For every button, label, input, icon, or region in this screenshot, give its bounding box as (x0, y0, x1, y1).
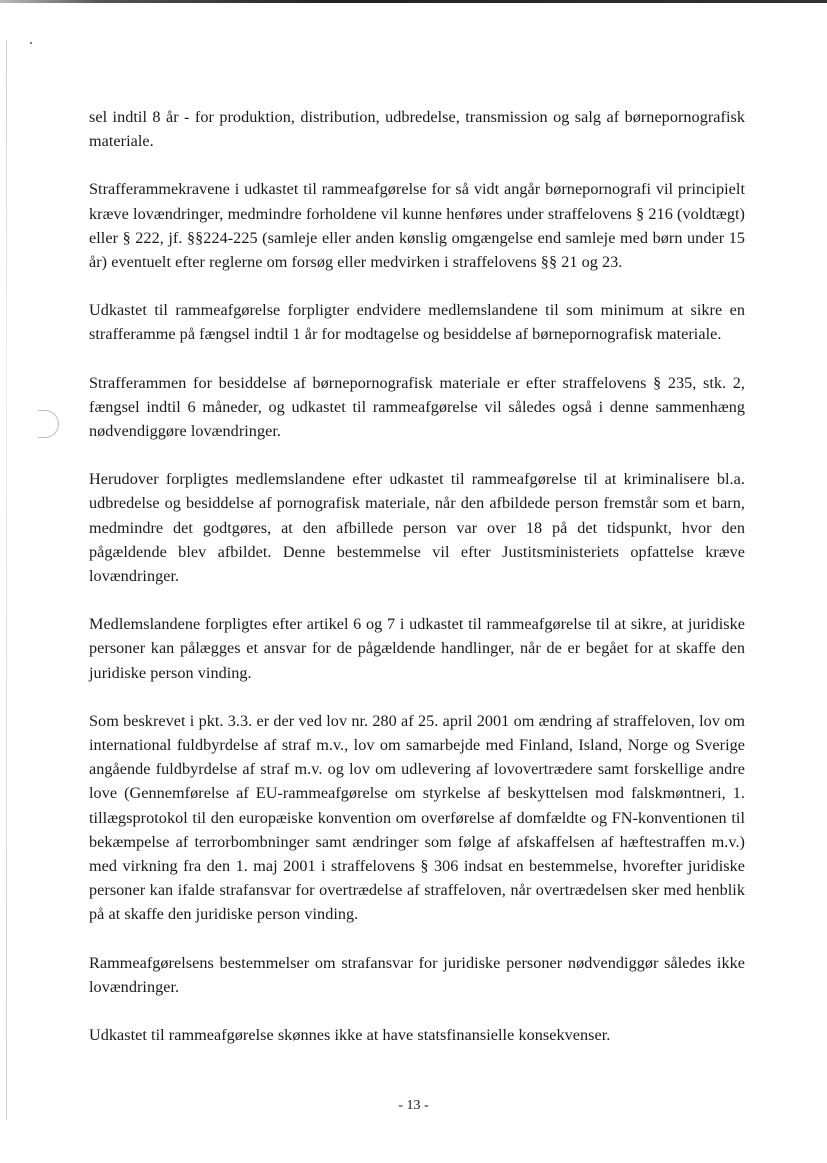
paragraph-1: sel indtil 8 år - for produktion, distribution, udbredelse, transmission og salg af børnepornografisk materiale. (89, 108, 745, 151)
document-body (89, 105, 745, 1071)
scan-left-edge (6, 40, 7, 1120)
paragraph-9: Udkastet til rammeafgørelse skønnes ikke at have statsfinansielle konsekvenser. (89, 1026, 611, 1045)
scan-top-edge (0, 0, 827, 3)
scan-speck (30, 42, 32, 44)
paragraph-6: Medlemslandene forpligtes efter artikel 6 og 7 i udkastet til rammeafgørelse til at sikre, at juridiske personer kan pålægges et ansvar for de pågældende handlinger, når de er begået for at skaffe den juridiske person vinding. (89, 615, 745, 682)
paragraph-8: Rammeafgørelsens bestemmelser om strafansvar for juridiske personer nødvendiggør således ikke lovændringer. (89, 953, 745, 996)
paragraph-4: Strafferammen for besiddelse af børnepornografisk materiale er efter straffelovens § 235, stk. 2, fængsel indtil 6 måneder, og udkastet til rammeafgørelse vil således også i denne sammenhæng nødvendiggøre lovændringer. (89, 373, 745, 441)
page-number: - 13 - (398, 1098, 429, 1113)
paragraph-5: Herudover forpligtes medlemslandene efter udkastet til rammeafgørelse til at kriminalisere bl.a. udbredelse og besiddelse af pornografisk materiale, når den afbildede person fremstår som et barn, medmindre det godtgøres, at den afbillede person var over 18 på det tidspunkt, hvor den pågældende blev afbildet. Denne bestemmelse vil efter Justitsministeriets opfattelse kræve lovændringer. (89, 470, 745, 586)
paragraph-3: Udkastet til rammeafgørelse forpligter endvidere medlemslandene til som minimum at sikre en strafferamme på fængsel indtil 1 år for modtagelse og besiddelse af børnepornografisk materiale. (89, 301, 745, 344)
punch-hole-mark (38, 410, 59, 438)
paragraph-7: Som beskrevet i pkt. 3.3. er der ved lov nr. 280 af 25. april 2001 om ændring af straffeloven, lov om international fuldbyrdelse af straf m.v., lov om samarbejde med Finland, Island, Norge og Sverige angående fuldbyrdelse af straf m.v. og lov om udlevering af lovovertrædere samt forskellige andre love (Gennemførelse af EU-rammeafgørelse om styrkelse af beskyttelsen mod falskmøntneri, 1. tillægsprotokol til den europæiske konvention om overførelse af domfældte og FN-konventionen til bekæmpelse af terrorbombninger samt ændringer som følge af afskaffelsen af hæftestraffen m.v.) med virkning fra den 1. maj 2001 i straffelovens § 306 indsat en bestemmelse, hvorefter juridiske personer kan ifalde strafansvar for overtrædelse af straffeloven, når overtrædelsen sker med henblik på at skaffe den juridiske person vinding. (89, 711, 745, 924)
paragraph-2: Strafferammekravene i udkastet til rammeafgørelse for så vidt angår børnepornografi vil principielt kræve lovændringer, medmindre forholdene vil kunne henføres under straffelovens § 216 (voldtægt) eller § 222, jf. §§224-225 (samleje eller anden kønslig omgængelse end samleje med børn under 15 år) eventuelt efter reglerne om forsøg eller medvirken i straffelovens §§ 21 og 23. (89, 180, 745, 272)
